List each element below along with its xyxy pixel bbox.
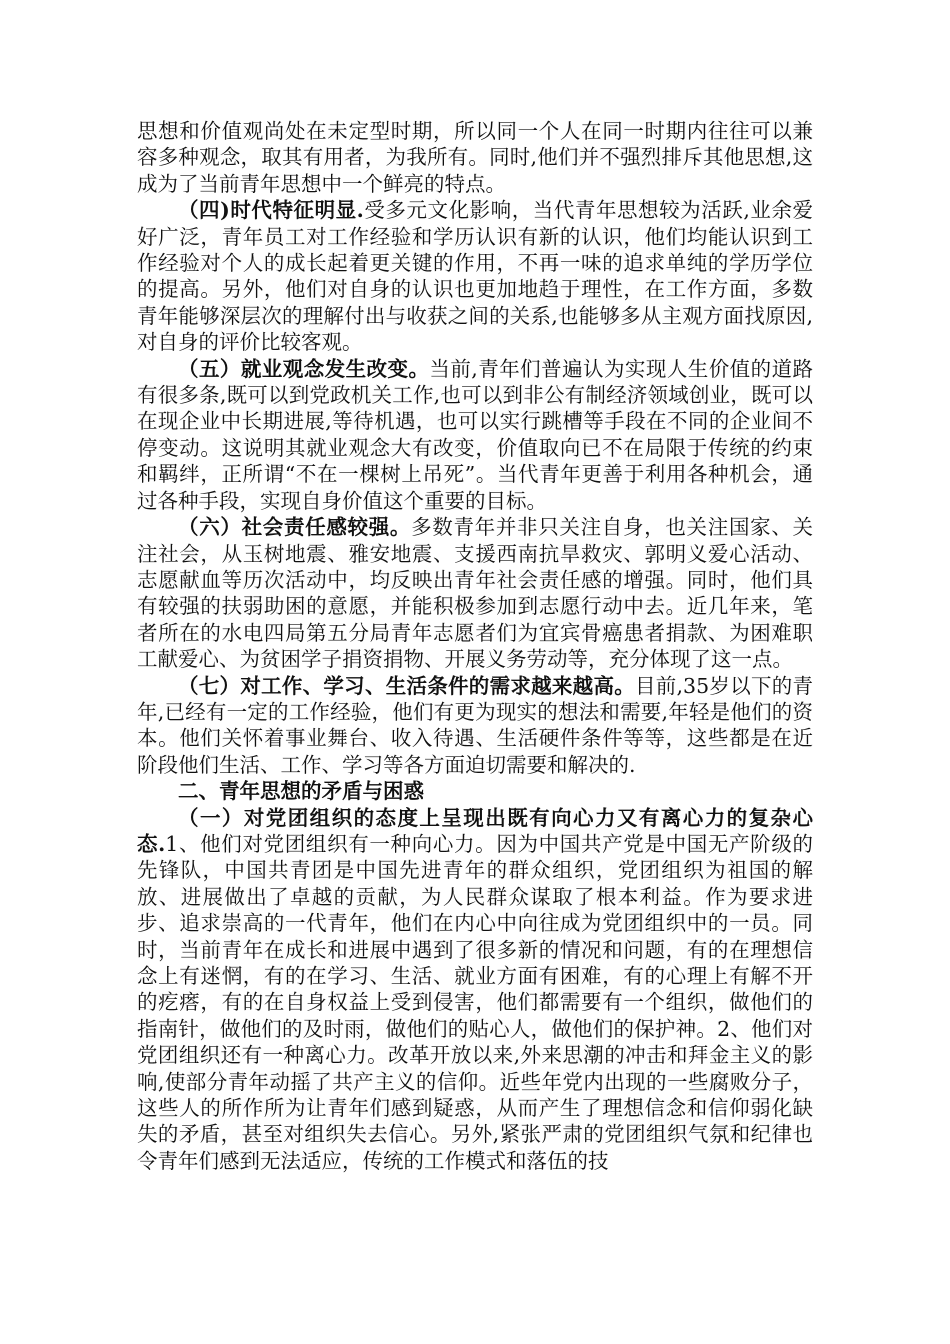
paragraph-continuation xyxy=(137,118,813,197)
section-heading: 二、青年思想的矛盾与困惑 xyxy=(178,779,424,804)
document-body xyxy=(137,118,813,1174)
paragraph-party-attitude xyxy=(137,805,813,1175)
paragraph-lead: （七）对工作、学习、生活条件的需求越来越高。 xyxy=(178,673,635,698)
paragraph-era-features xyxy=(137,197,813,355)
paragraph-lead: （一）对党团组织的态度上呈现出既有向心力又有离心力的复杂心态. xyxy=(137,805,813,856)
paragraph-lead: （四)时代特征明显. xyxy=(178,198,364,223)
paragraph-text: 目前,35岁以下的青年,已经有一定的工作经验，他们有更为现实的想法和需要,年轻是他们的资本。他们关怀着事业舞台、收入待遇、生活硬件条件等等，这些都是在近阶段他们生活、工作、学习等各方面迫切需要和解决的. xyxy=(137,673,814,777)
paragraph-text: 受多元文化影响，当代青年思想较为活跃,业余爱好广泛，青年员工对工作经验和学历认识有新的认识，他们均能认识到工作经验对个人的成长起着更关键的作用，不再一味的追求单纯的学历学位的提高。另外，他们对自身的认识也更加地趋于理性，在工作方面，多数青年能够深层次的理解付出与收获之间的关系,也能够多从主观方面找原因,对自身的评价比较客观。 xyxy=(137,198,813,355)
paragraph-text: 多数青年并非只关注自身，也关注国家、关注社会，从玉树地震、雅安地震、支援西南抗旱救灾、郭明义爱心活动、志愿献血等历次活动中，均反映出青年社会责任感的增强。同时，他们具有较强的扶弱助困的意愿，并能积极参加到志愿行动中去。近几年来，笔者所在的水电四局第五分局青年志愿者们为宜宾骨癌患者捐款、为困难职工献爱心、为贫困学子捐资捐物、开展义务劳动等，充分体现了这一点。 xyxy=(137,515,814,672)
paragraph-lead: （六）社会责任感较强。 xyxy=(178,515,412,540)
paragraph-employment-views xyxy=(137,356,813,514)
paragraph-text: 1、他们对党团组织有一种向心力。因为中国共产党是中国无产阶级的先锋队，中国共青团是中国先进青年的群众组织，党团组织为祖国的解放、进展做出了卓越的贡献，为人民群众谋取了根本利益。作为要求进步、追求崇高的一代青年，他们在内心中向往成为党团组织中的一员。同时，当前青年在成长和进展中遇到了很多新的情况和问题，有的在理想信念上有迷惘，有的在学习、生活、就业方面有困难，有的心理上有解不开的疙瘩，有的在自身权益上受到侵害，他们都需要有一个组织，做他们的指南针，做他们的及时雨，做他们的贴心人，做他们的保护神。2、他们对党团组织还有一种离心力。改革开放以来,外来思潮的冲击和拜金主义的影响,使部分青年动摇了共产主义的信仰。近些年党内出现的一些腐败分子，这些人的所作所为让青年们感到疑惑，从而产生了理想信念和信仰弱化缺失的矛盾，甚至对组织失去信心。另外,紧张严肃的党团组织气氛和纪律也令青年们感到无法适应，传统的工作模式和落伍的技 xyxy=(137,831,813,1173)
paragraph-social-responsibility xyxy=(137,514,813,672)
paragraph-text: 思想和价值观尚处在未定型时期，所以同一个人在同一时期内往往可以兼容多种观念，取其有用者，为我所有。同时,他们并不强烈排斥其他思想,这成为了当前青年思想中一个鲜亮的特点。 xyxy=(137,119,813,196)
paragraph-lead: （五）就业观念发生改变。 xyxy=(178,356,430,381)
paragraph-text: 当前,青年们普遍认为实现人生价值的道路有很多条,既可以到党政机关工作,也可以到非公有制经济领域创业，既可以在现企业中长期进展,等待机遇，也可以实行跳槽等手段在不同的企业间不停变动。这说明其就业观念大有改变，价值取向已不在局限于传统的约束和羁绊，正所谓“不在一棵树上吊死”。当代青年更善于利用各种机会，通过各种手段，实现自身价值这个重要的目标。 xyxy=(137,356,814,513)
paragraph-rising-needs xyxy=(137,673,813,779)
